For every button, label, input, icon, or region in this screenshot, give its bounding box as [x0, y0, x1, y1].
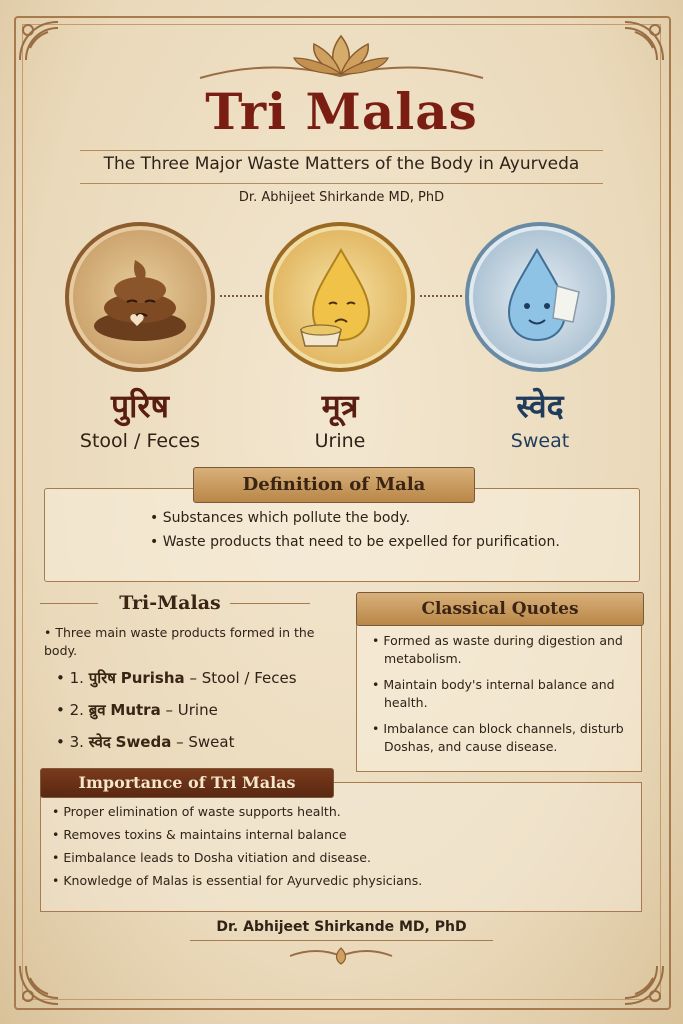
corner-ornament-icon — [16, 962, 62, 1008]
page-title: Tri Malas — [205, 82, 478, 141]
list-item: • Removes toxins & maintains internal balance — [52, 827, 632, 842]
footer-rule — [190, 940, 493, 941]
footer-author: Dr. Abhijeet Shirkande MD, PhD — [216, 919, 467, 935]
list-item: • Imbalance can block channels, disturb Doshas, and cause disease. — [372, 720, 640, 756]
mala-english: Urine — [314, 430, 366, 452]
corner-ornament-icon — [621, 18, 667, 64]
corner-ornament-icon — [621, 962, 667, 1008]
mala-devanagari: पुरिष — [110, 387, 170, 425]
list-item: • 1. पुरिष Purisha – Stool / Feces — [56, 669, 297, 687]
list-item: • Proper elimination of waste supports health. — [52, 804, 632, 819]
importance-list — [52, 804, 632, 896]
list-item: • Formed as waste during digestion and metabolism. — [372, 632, 640, 668]
dotted-connector — [420, 295, 462, 299]
author-byline: Dr. Abhijeet Shirkande MD, PhD — [238, 190, 445, 205]
lotus-crest-icon — [190, 28, 493, 90]
definition-heading: Definition of Mala — [193, 467, 475, 503]
mala-devanagari: मूत्र — [321, 387, 359, 425]
mala-devanagari: स्वेद — [516, 387, 564, 425]
dotted-connector — [220, 295, 262, 299]
stool-medallion — [65, 222, 215, 372]
tri-malas-heading: Tri-Malas — [119, 592, 221, 614]
urine-medallion — [265, 222, 415, 372]
tri-malas-intro: • Three main waste products formed in the body. — [44, 625, 315, 658]
sweat-drop-icon — [465, 222, 615, 372]
heading-rule — [230, 603, 310, 604]
mala-english: Stool / Feces — [79, 430, 201, 452]
classical-quotes-heading: Classical Quotes — [356, 592, 644, 626]
stool-icon — [65, 222, 215, 372]
urine-drop-icon — [265, 222, 415, 372]
mala-english: Sweat — [510, 430, 570, 452]
sweat-medallion — [465, 222, 615, 372]
definition-list — [150, 510, 560, 558]
list-item: • 3. स्वेद Sweda – Sweat — [56, 733, 235, 751]
list-item: • Substances which pollute the body. — [150, 510, 560, 526]
corner-ornament-icon — [16, 18, 62, 64]
list-item: • Knowledge of Malas is essential for Ayurvedic physicians. — [52, 873, 632, 888]
list-item: • 2. ब्रुव Mutra – Urine — [56, 701, 218, 719]
list-item: • Maintain body's internal balance and health. — [372, 676, 640, 712]
list-item: • Waste products that need to be expelled for purification. — [150, 534, 560, 550]
classical-quotes-list — [372, 632, 640, 764]
page-subtitle: The Three Major Waste Matters of the Body in Ayurveda — [103, 154, 580, 174]
importance-heading: Importance of Tri Malas — [40, 768, 334, 798]
footer-ornament-icon — [286, 944, 396, 968]
list-item: • Eimbalance leads to Dosha vitiation and disease. — [52, 850, 632, 865]
